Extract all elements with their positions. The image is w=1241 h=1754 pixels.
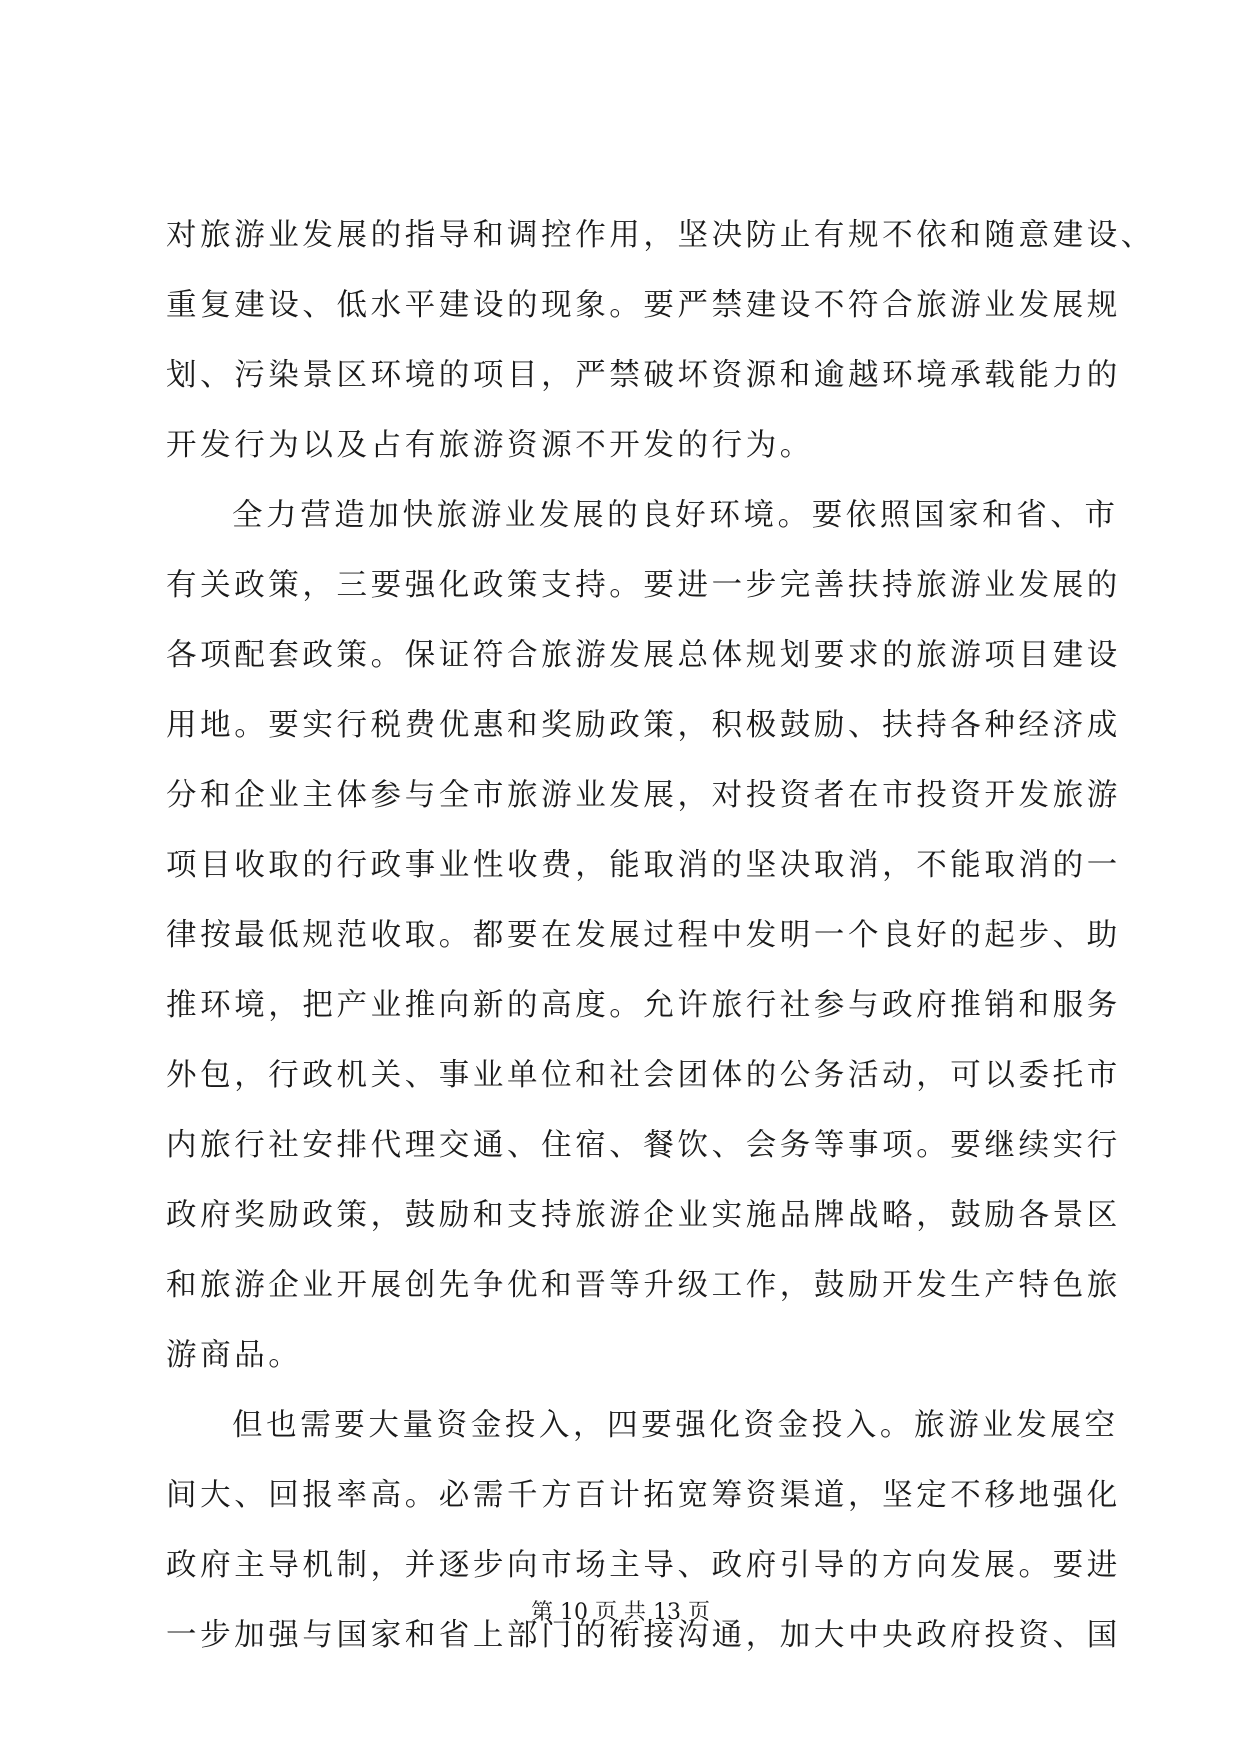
text-line: 全力营造加快旅游业发展的良好环境。要依照国家和省、市: [232, 498, 1119, 533]
text-line: 但也需要大量资金投入，四要强化资金投入。旅游业发展空: [232, 1408, 1119, 1443]
text-line: 间大、回报率高。必需千方百计拓宽筹资渠道，坚定不移地强化: [166, 1478, 1121, 1513]
text-line: 对旅游业发展的指导和调控作用，坚决防止有规不依和随意建设、: [166, 218, 1155, 253]
page-footer: [0, 1598, 1241, 1628]
text-line: 和旅游企业开展创先争优和晋等升级工作，鼓励开发生产特色旅: [166, 1268, 1121, 1303]
text-line: 分和企业主体参与全市旅游业发展，对投资者在市投资开发旅游: [166, 778, 1121, 813]
text-line: 一步加强与国家和省上部门的衔接沟通，加大中央政府投资、国: [166, 1618, 1121, 1653]
text-line: 划、污染景区环境的项目，严禁破坏资源和逾越环境承载能力的: [166, 358, 1121, 393]
text-line: 推环境，把产业推向新的高度。允许旅行社参与政府推销和服务: [166, 988, 1121, 1023]
text-line: 有关政策，三要强化政策支持。要进一步完善扶持旅游业发展的: [166, 568, 1121, 603]
text-line: 用地。要实行税费优惠和奖励政策，积极鼓励、扶持各种经济成: [166, 708, 1121, 743]
text-line: 律按最低规范收取。都要在发展过程中发明一个良好的起步、助: [166, 918, 1121, 953]
body-text: [166, 201, 1155, 1671]
text-line: 游商品。: [166, 1338, 303, 1373]
text-line: 外包，行政机关、事业单位和社会团体的公务活动，可以委托市: [166, 1058, 1121, 1093]
page-number-label: 第 10 页 共 13 页: [531, 1600, 710, 1625]
text-line: 政府奖励政策，鼓励和支持旅游企业实施品牌战略，鼓励各景区: [166, 1198, 1121, 1233]
text-line: 开发行为以及占有旅游资源不开发的行为。: [166, 428, 814, 463]
text-line: 政府主导机制，并逐步向市场主导、政府引导的方向发展。要进: [166, 1548, 1121, 1583]
text-line: 重复建设、低水平建设的现象。要严禁建设不符合旅游业发展规: [166, 288, 1121, 323]
text-line: 各项配套政策。保证符合旅游发展总体规划要求的旅游项目建设: [166, 638, 1121, 673]
text-line: 项目收取的行政事业性收费，能取消的坚决取消，不能取消的一: [166, 848, 1121, 883]
text-line: 内旅行社安排代理交通、住宿、餐饮、会务等事项。要继续实行: [166, 1128, 1121, 1163]
